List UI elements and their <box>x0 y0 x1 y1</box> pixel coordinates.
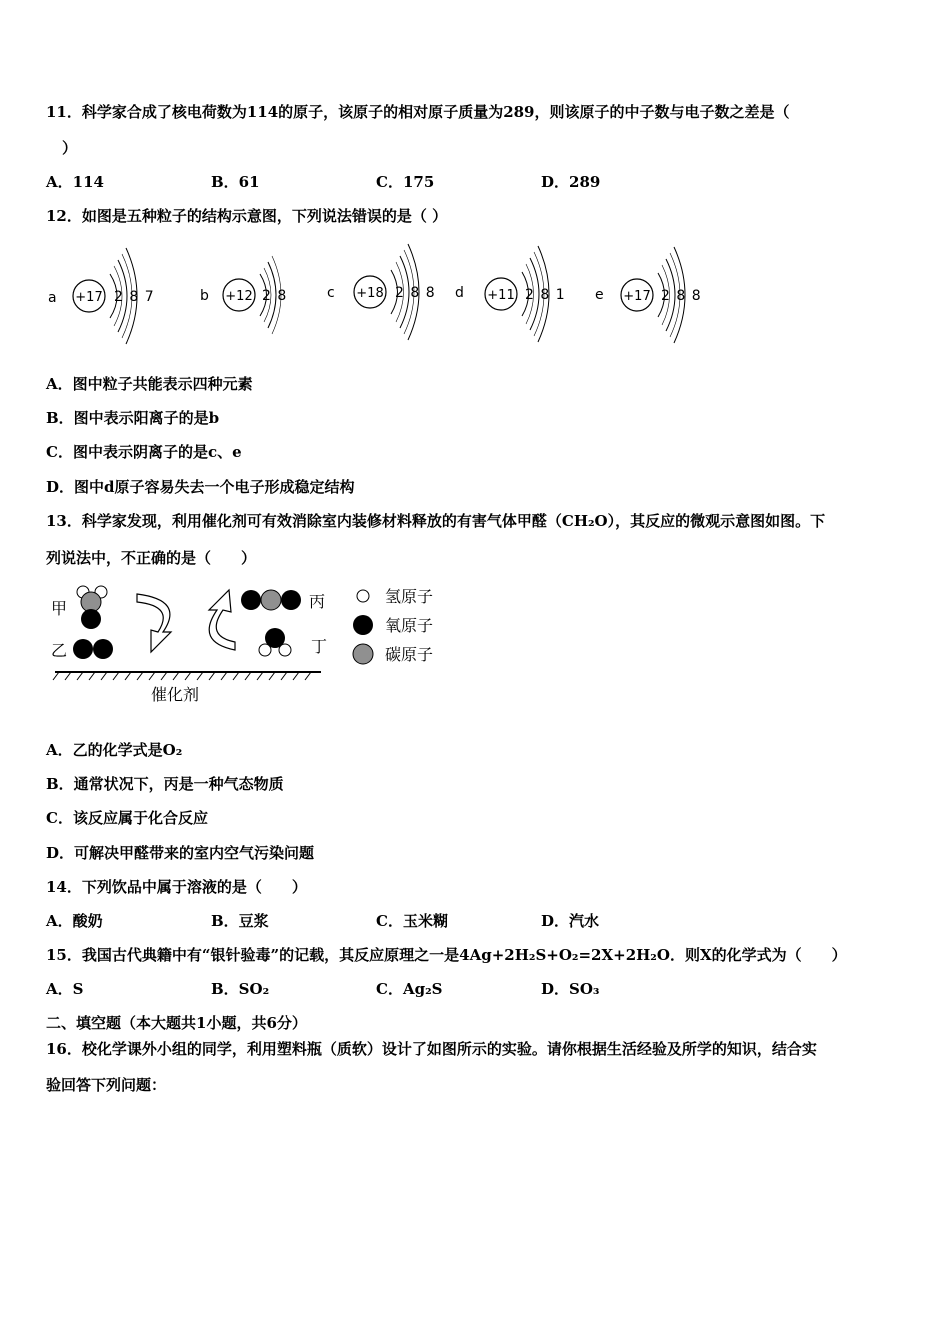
q15-stem: 15．我国古代典籍中有“银针验毒”的记载，其反应原理之一是4Ag+2H₂S+O₂=2X+2H₂O．则X的化学式为（ ） <box>46 946 847 964</box>
particle-a-shells: 2 8 7 <box>114 289 155 305</box>
particle-e-label: e <box>595 287 604 303</box>
q15-option-b: B．SO₂ <box>211 980 270 998</box>
particle-d-nucleus: +11 <box>487 288 515 303</box>
particle-c-label: c <box>327 285 335 301</box>
label-catalyst: 催化剂 <box>151 685 200 704</box>
q13-stem-line2: 列说法中，不正确的是（ ） <box>46 549 257 567</box>
particle-c-nucleus: +18 <box>356 286 384 301</box>
particle-d-label: d <box>455 285 464 301</box>
q14-option-b: B．豆浆 <box>211 912 269 930</box>
q11-option-c: C．175 <box>376 173 435 191</box>
molecule-jia <box>77 586 107 629</box>
particle-b-label: b <box>200 288 209 304</box>
q13-option-d: D．可解决甲醛带来的室内空气污染问题 <box>46 844 315 862</box>
particle-b-nucleus: +12 <box>225 289 253 304</box>
q11-option-d: D．289 <box>541 173 601 191</box>
label-ding: 丁 <box>311 637 328 656</box>
particle-e-shells: 2 8 8 <box>661 288 702 304</box>
label-jia: 甲 <box>51 599 68 618</box>
q14-option-c: C．玉米糊 <box>376 912 448 930</box>
q12-option-b: B．图中表示阳离子的是b <box>46 409 220 427</box>
section-title-fill-in: 二、填空题（本大题共1小题，共6分） <box>46 1014 307 1032</box>
q13-reaction-diagram <box>45 580 465 710</box>
q12-option-c: C．图中表示阴离子的是c、e <box>46 443 242 461</box>
q14-option-d: D．汽水 <box>541 912 600 930</box>
q16-stem-line2: 验回答下列问题： <box>46 1076 167 1094</box>
particle-a-nucleus: +17 <box>75 290 103 305</box>
legend-carbon: 碳原子 <box>385 645 434 664</box>
q11-option-a: A．114 <box>46 173 104 191</box>
q12-option-a: A．图中粒子共能表示四种元素 <box>46 375 253 393</box>
q13-option-a: A．乙的化学式是O₂ <box>46 741 183 759</box>
particle-a-label: a <box>48 290 57 306</box>
legend-hydrogen: 氢原子 <box>385 587 434 606</box>
particle-c <box>327 244 436 340</box>
particle-e-nucleus: +17 <box>623 289 651 304</box>
q16-stem-line1: 16．校化学课外小组的同学，利用塑料瓶（质软）设计了如图所示的实验。请你根据生活经验及所学的知识，结合实 <box>46 1040 817 1058</box>
particle-b <box>200 256 287 334</box>
q13-option-c: C．该反应属于化合反应 <box>46 809 208 827</box>
legend-oxygen: 氧原子 <box>385 616 434 635</box>
molecule-yi <box>73 639 113 659</box>
q11-stem-line2: ） <box>62 139 78 157</box>
particle-a <box>48 248 155 344</box>
molecule-ding <box>259 628 291 656</box>
q11-stem-line1: 11．科学家合成了核电荷数为114的原子，该原子的相对原子质量为289，则该原子的中子数与电子数之差是（ <box>46 103 790 121</box>
q12-option-d: D．图中d原子容易失去一个电子形成稳定结构 <box>46 478 355 496</box>
label-yi: 乙 <box>51 641 68 660</box>
particle-d <box>455 246 566 342</box>
label-bing: 丙 <box>309 592 326 611</box>
legend <box>353 587 433 664</box>
q15-option-c: C．Ag₂S <box>376 980 443 998</box>
q13-option-b: B．通常状况下，丙是一种气态物质 <box>46 775 284 793</box>
molecule-bing <box>241 590 301 610</box>
particle-c-shells: 2 8 8 <box>395 285 436 301</box>
q15-option-a: A．S <box>46 980 84 998</box>
q11-option-b: B．61 <box>211 173 260 191</box>
q14-option-a: A．酸奶 <box>46 912 103 930</box>
catalyst-surface <box>53 672 321 680</box>
particle-e <box>595 247 702 343</box>
q15-option-d: D．SO₃ <box>541 980 600 998</box>
particle-b-shells: 2 8 <box>262 288 288 304</box>
q12-atom-structure-diagram <box>40 240 740 350</box>
q14-stem: 14．下列饮品中属于溶液的是（ ） <box>46 878 307 896</box>
reaction-arrows <box>137 590 235 652</box>
q12-stem: 12．如图是五种粒子的结构示意图，下列说法错误的是（ ） <box>46 207 448 225</box>
particle-d-shells: 2 8 1 <box>525 287 566 303</box>
q13-stem-line1: 13．科学家发现，利用催化剂可有效消除室内装修材料释放的有害气体甲醛（CH₂O），其反应的微观示意图如图。下 <box>46 512 826 530</box>
